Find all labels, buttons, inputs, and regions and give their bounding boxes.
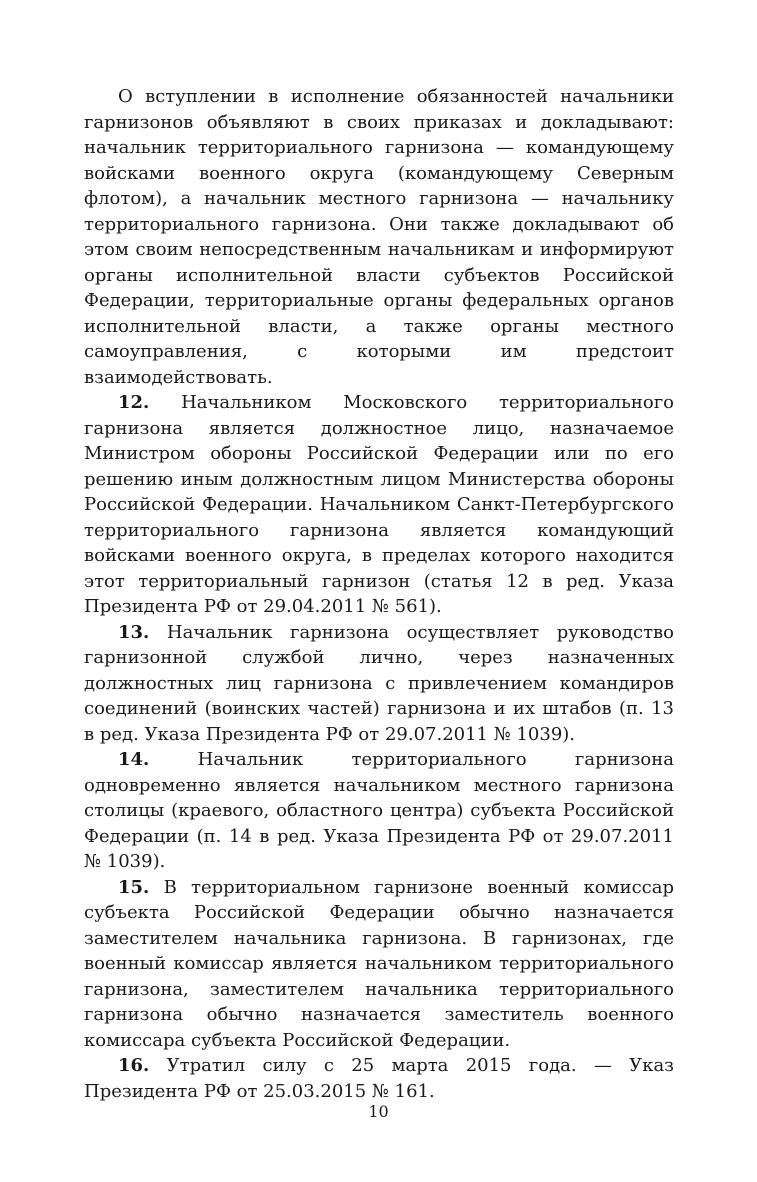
paragraph-number: 12.: [118, 392, 150, 413]
paragraph-14: [84, 747, 674, 875]
paragraph-16: [84, 1053, 674, 1104]
paragraph-15: [84, 875, 674, 1054]
paragraph-text: Начальник гарнизона осуществляет руководство гарнизонной службой лично, через назначенных должностных лиц гарнизона с привлечением командиров соединений (воинских частей) гарнизона и их штабов (п. 13 в ред. Указа Президента РФ от 29.07.2011 № 1039).: [84, 621, 674, 745]
paragraph-number: 16.: [118, 1055, 150, 1076]
paragraph-text: Утратил силу с 25 марта 2015 года. — Указ Президента РФ от 25.03.2015 № 161.: [84, 1055, 674, 1102]
paragraph-13: [84, 620, 674, 748]
paragraph-number: 13.: [118, 621, 150, 643]
paragraph-text: Начальник территориального гарнизона одновременно является начальником местного гарнизона столицы (краевого, областного центра) субъекта Российской Федерации (п. 14 в ред. Указа Президента РФ от 29.07.2011 № 1039).: [84, 749, 674, 872]
paragraph-text: Начальником Московского территориального гарнизона является должностное лицо, назначаемое Министром обороны Российской Федерации или по его решению иным должностным лицом Министерства обороны Российской Федерации. Начальником Санкт-Петербургского территориального гарнизона является командующий войсками военного округа, в пределах которого находится этот территориальный гарнизон (статья 12 в ред. Указа Президента РФ от 29.04.2011 № 561).: [84, 392, 674, 617]
document-body: [84, 84, 674, 1104]
paragraph-intro: [84, 84, 674, 390]
paragraph-text: О вступлении в исполнение обязанностей начальники гарнизонов объявляют в своих приказах и докладывают: начальник территориального гарнизона — командующему войсками военного округа (командующему Северным флотом), а начальник местного гарнизона — начальнику территориального гарнизона. Они также докладывают об этом своим непосредственным начальникам и информируют органы исполнительной власти субъектов Российской Федерации, территориальные органы федеральных органов исполнительной власти, а также органы местного самоуправления, с которыми им предстоит взаимодействовать.: [84, 86, 674, 388]
paragraph-number: 14.: [118, 749, 150, 770]
paragraph-text: В территориальном гарнизоне военный комиссар субъекта Российской Федерации обычно назначается заместителем начальника гарнизона. В гарнизонах, где военный комиссар является начальником территориального гарнизона, заместителем начальника территориального гарнизона обычно назначается заместитель военного комиссара субъекта Российской Федерации.: [84, 876, 674, 1051]
paragraph-number: 15.: [118, 876, 150, 898]
paragraph-12: [84, 390, 674, 620]
page-number: 10: [368, 1102, 389, 1121]
